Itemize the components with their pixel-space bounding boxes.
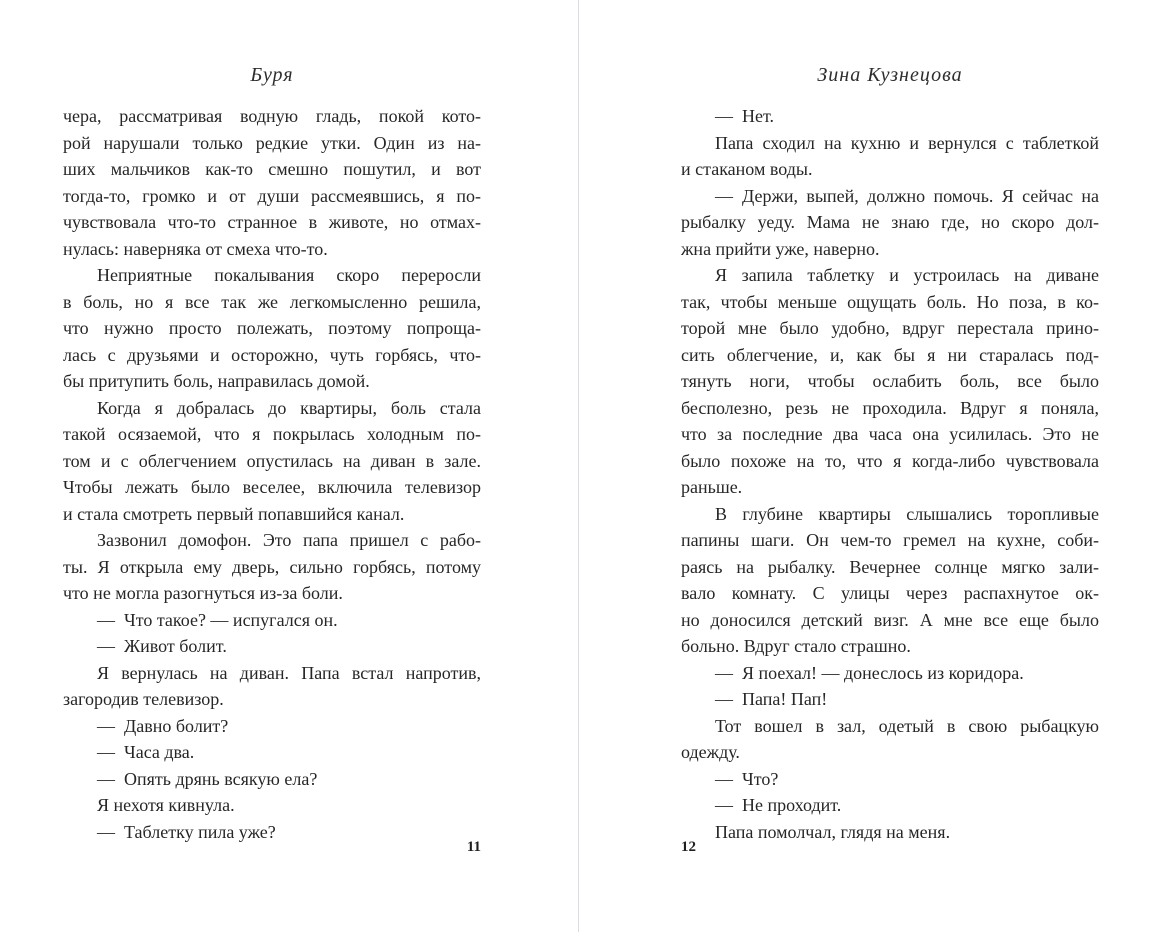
text-line: — Часа два. xyxy=(97,742,195,762)
page-number-right: 12 xyxy=(681,839,696,855)
page-number-left: 11 xyxy=(466,839,481,855)
text-line: бы притупить боль, направилась домой. xyxy=(63,371,370,391)
text-line: — Живот болит. xyxy=(97,636,227,656)
text-line: одежду. xyxy=(681,742,740,762)
text-line: папины шаги. Он чем-то гремел на кухне, соби- xyxy=(681,530,1099,550)
text-line: — Нет. xyxy=(715,106,775,126)
text-line: но доносился детский визг. А мне все еще было xyxy=(681,609,1099,630)
text-line: вало комнату. С улицы через распахнутое ок- xyxy=(681,583,1099,603)
text-line: так, чтобы меньше ощущать боль. Но поза, в ко- xyxy=(681,291,1099,312)
text-line: Папа сходил на кухню и вернулся с таблеткой xyxy=(715,132,1099,153)
text-line: лась с друзьями и осторожно, чуть горбясь, что- xyxy=(63,344,481,365)
text-block-left xyxy=(63,63,481,845)
text-line: что не могла разогнуться из-за боли. xyxy=(63,583,343,603)
text-line: такой осязаемой, что я покрылась холодным по- xyxy=(63,424,481,444)
text-line: тогда-то, громко и от души рассмеявшись, я по- xyxy=(63,185,481,206)
text-line: — Не проходит. xyxy=(715,795,842,815)
text-line: — Я поехал! — донеслось из коридора. xyxy=(715,662,1024,683)
text-line: — Что такое? — испугался он. xyxy=(97,609,338,630)
text-line: что нужно просто полежать, поэтому попроща- xyxy=(63,318,481,338)
text-line: раньше. xyxy=(681,477,743,497)
text-line: — Что? xyxy=(715,768,779,789)
text-line: том и с облегчением опустилась на диван в зале. xyxy=(63,450,481,471)
text-line: рой нарушали только редкие утки. Один из на- xyxy=(63,132,481,153)
text-line: — Давно болит? xyxy=(97,715,229,736)
text-line: и стала смотреть первый попавшийся канал. xyxy=(63,503,405,524)
text-line: Я нехотя кивнула. xyxy=(97,795,235,815)
page-left xyxy=(0,0,578,932)
text-block-right xyxy=(681,63,1099,845)
text-line: чера, рассматривая водную гладь, покой кото- xyxy=(63,106,481,126)
text-line: что за последние два часа она усилилась. Это не xyxy=(681,424,1099,444)
text-line: бесполезно, резь не проходила. Вдруг я поняла, xyxy=(681,397,1099,418)
text-line: сить облегчение, и, как бы я ни старалась под- xyxy=(681,344,1099,365)
text-line: тянуть ноги, чтобы ослабить боль, все было xyxy=(681,371,1099,391)
text-line: нулась: наверняка от смеха что-то. xyxy=(63,238,328,259)
text-line: и стаканом воды. xyxy=(681,159,813,179)
text-line: Тот вошел в зал, одетый в свою рыбацкую xyxy=(715,715,1099,736)
running-header-right: Зина Кузнецова xyxy=(817,64,963,86)
body-text-right xyxy=(681,103,1099,845)
text-line: — Таблетку пила уже? xyxy=(97,821,276,842)
text-line: жна прийти уже, наверно. xyxy=(681,238,880,259)
text-line: Я запила таблетку и устроилась на диване xyxy=(715,265,1099,285)
text-line: Когда я добралась до квартиры, боль стала xyxy=(97,397,481,418)
text-line: Я вернулась на диван. Папа встал напротив, xyxy=(97,662,481,683)
text-line: Чтобы лежать было веселее, включила телевизор xyxy=(63,477,481,497)
text-line: — Держи, выпей, должно помочь. Я сейчас на xyxy=(715,185,1099,206)
text-line: Папа помолчал, глядя на меня. xyxy=(715,821,951,842)
text-line: загородив телевизор. xyxy=(63,689,224,709)
text-line: рыбалку уеду. Мама не знаю где, но скоро дол- xyxy=(681,212,1099,232)
body-text-left xyxy=(63,103,481,845)
text-line: чувствовала что-то странное в животе, но отмах- xyxy=(63,212,481,232)
text-line: в боль, но я все так же легкомысленно решила, xyxy=(63,291,481,312)
text-line: — Опять дрянь всякую ела? xyxy=(97,768,318,789)
text-line: раясь на рыбалку. Вечернее солнце мягко зали- xyxy=(681,556,1099,577)
text-line: Зазвонил домофон. Это папа пришел с рабо- xyxy=(97,530,481,550)
running-header-left: Буря xyxy=(250,64,294,86)
text-line: ты. Я открыла ему дверь, сильно горбясь, потому xyxy=(63,556,481,577)
text-line: Неприятные покалывания скоро переросли xyxy=(97,265,481,285)
text-line: В глубине квартиры слышались торопливые xyxy=(715,503,1099,524)
text-line: — Папа! Пап! xyxy=(715,689,828,709)
text-line: торой мне было удобно, вдруг перестала прино- xyxy=(681,318,1099,338)
text-line: было похоже на то, что я когда-либо чувствовала xyxy=(681,450,1099,471)
page-right xyxy=(579,0,1157,932)
text-line: ших мальчиков как-то смешно пошутил, и вот xyxy=(63,159,481,179)
text-line: больно. Вдруг стало страшно. xyxy=(681,636,911,656)
